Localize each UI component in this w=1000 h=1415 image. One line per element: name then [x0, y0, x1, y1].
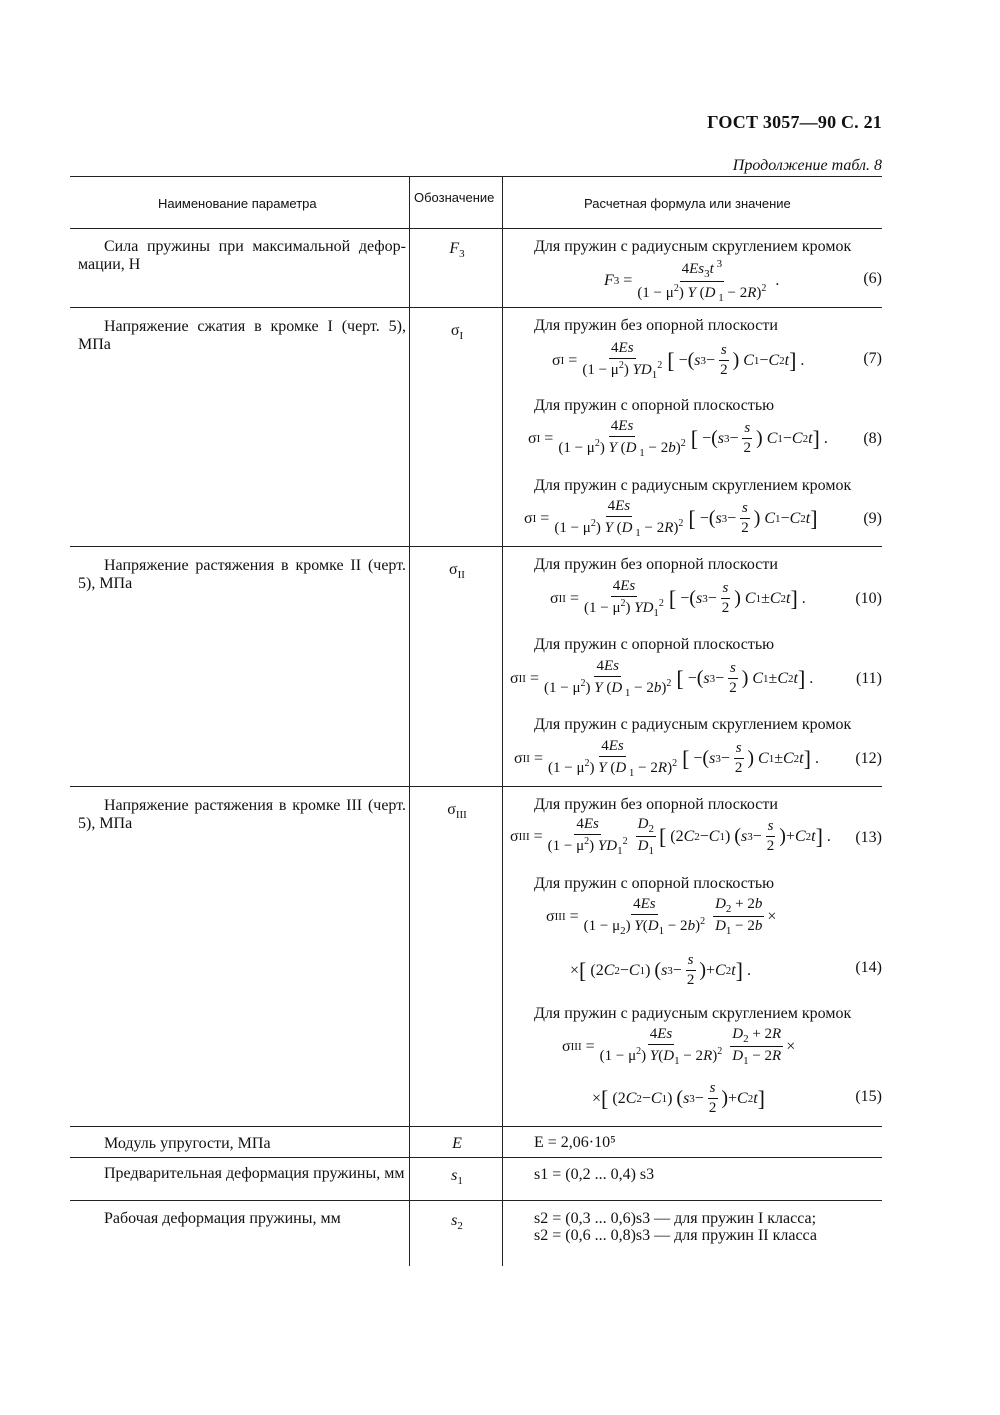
parameter-symbol: $s_2$ [451, 1212, 463, 1233]
value-line: s2 = (0,6 ... 0,8)s3 — для пружин II класса [534, 1227, 817, 1244]
parameter-symbol: $\sigma_{II}$ [449, 561, 465, 582]
parameter-symbol: $\sigma_{III}$ [447, 801, 467, 822]
parameter-symbol: $\sigma_I$ [450, 322, 464, 343]
page-header: ГОСТ 3057—90 С. 21 [707, 112, 882, 132]
formula-11: σ II = $\frac{4Es}{(1 - \mu^2) Y (D _1 - 2b)^2}$ [ − ( s 3 − $\frac{s}{2}$ ) C 1 ± C 2 t ] . [510, 658, 814, 699]
formula-caption: Для пружин без опорной плоскости [534, 317, 778, 334]
row-divider [70, 1157, 882, 1158]
table-top-rule [70, 176, 882, 177]
equation-number: (9) [863, 510, 882, 527]
formula-6: F 3 = $\frac{4Es_3t ^3}{(1 - \mu^2) Y (D _1 - 2R)^2}$ . [604, 258, 780, 304]
formula-caption: Для пружин с опорной плоскостью [534, 397, 775, 414]
formula-9: σ I = $\frac{4Es}{(1 - \mu^2) Y (D _1 - 2R)^2}$ [ − ( s 3 − $\frac{s}{2}$ ) C 1 − C 2 t ] [524, 498, 818, 539]
equation-number: (7) [863, 350, 882, 367]
parameter-value [534, 1210, 817, 1244]
column-header-parameter: Наименование параметра [158, 196, 317, 211]
parameter-value: s1 = (0,2 ... 0,4) s3 [534, 1166, 655, 1183]
row-divider [70, 307, 882, 308]
formula-caption: Для пружин с радиусным скруглением кромок [534, 716, 852, 733]
formula-caption: Для пружин с опорной плоскостью [534, 636, 775, 653]
parameter-name: Напряжение растяжения в кромке II (черт. 5), МПа [78, 557, 406, 592]
formula-10: σ II = $\frac{4Es}{(1 - \mu^2) YD_1^2}$ [ − ( s 3 − $\frac{s}{2}$ ) C 1 ± C 2 t ] . [550, 578, 806, 619]
row-divider [70, 1200, 882, 1201]
column-divider [502, 176, 503, 1266]
equation-number: (10) [855, 590, 882, 607]
equation-number: (12) [855, 750, 882, 767]
formula-15-line1: σ III = $\frac{4Es}{(1 - \mu^2) Y(D_1 - 2R)^2}$ $\frac{D_2 + 2R}{D_1 - 2R}$ × [562, 1026, 796, 1067]
equation-number: (15) [855, 1088, 882, 1105]
parameter-symbol: $F_3$ [449, 240, 465, 261]
value-line: s2 = (0,3 ... 0,6)s3 — для пружин I класса; [534, 1210, 817, 1227]
row-divider [70, 1126, 882, 1127]
parameter-value: E = 2,06·10⁵ [534, 1134, 616, 1151]
formula-14-line1: σ III = $\frac{4Es}{(1 - \mu_2) Y(D_1 - 2b)^2}$ $\frac{D_2 + 2b}{D_1 - 2b}$ × [546, 896, 777, 937]
formula-caption: Для пружин с опорной плоскостью [534, 875, 775, 892]
row-divider [70, 546, 882, 547]
column-divider [409, 176, 410, 1266]
formula-14-line2: × [ (2 C 2 − C 1 ) ( s 3 − $\frac{s}{2}$ ) + C 2 t ] . [570, 952, 751, 988]
parameter-name: Рабочая деформация пружины, мм [104, 1210, 341, 1227]
parameter-symbol: $s_1$ [451, 1167, 463, 1188]
equation-number: (6) [863, 270, 882, 287]
parameter-name: Сила пружины при максимальной деформации, Н [78, 238, 406, 273]
formula-caption: Для пружин с радиусным скруглением кромок [534, 477, 852, 494]
parameter-symbol: E [452, 1135, 462, 1152]
formula-caption: Для пружин без опорной плоскости [534, 556, 778, 573]
formula-8: σ I = $\frac{4Es}{(1 - \mu^2) Y (D _1 - 2b)^2}$ [ − ( s 3 − $\frac{s}{2}$ ) C 1 − C 2 t ] . [528, 418, 828, 459]
column-header-symbol: Обозначение [414, 190, 495, 205]
parameter-name: Предварительная деформация пружины, мм [104, 1165, 405, 1182]
equation-number: (14) [855, 959, 882, 976]
table-continuation-label: Продолжение табл. 8 [732, 157, 882, 174]
formula-15-line2: × [ (2 C 2 − C 1 ) ( s 3 − $\frac{s}{2}$ ) + C 2 t ] [592, 1080, 765, 1116]
formula-12: σ II = $\frac{4Es}{(1 - \mu^2) Y (D _1 - 2R)^2}$ [ − ( s 3 − $\frac{s}{2}$ ) C 1 ± C 2 t ] . [514, 738, 819, 779]
row-divider [70, 786, 882, 787]
equation-number: (11) [855, 670, 882, 687]
equation-number: (13) [855, 829, 882, 846]
formula-13: σ III = $\frac{4Es}{(1 - \mu^2) YD_1^2}$ $\frac{D_2}{D_1}$ [ (2 C 2 − C 1 ) ( s 3 − $\frac{s}{2}$ ) + C 2 t ] . [510, 816, 831, 857]
formula-caption: Для пружин с радиусным скруглением кромок [534, 238, 852, 255]
parameter-name: Модуль упругости, МПа [104, 1135, 271, 1152]
column-header-formula: Расчетная формула или значение [584, 196, 791, 211]
parameter-name: Напряжение сжатия в кромке I (черт. 5), МПа [78, 318, 406, 353]
parameter-name: Напряжение растяжения в кромке III (черт. 5), МПа [78, 797, 406, 832]
formula-caption: Для пружин без опорной плоскости [534, 796, 778, 813]
equation-number: (8) [863, 430, 882, 447]
formula-caption: Для пружин с радиусным скруглением кромок [534, 1005, 852, 1022]
formula-7: σ I = $\frac{4Es}{(1 - \mu^2) YD_1^2}$ [ − ( s 3 − $\frac{s}{2}$ ) C 1 − C 2 t ] . [552, 340, 805, 381]
header-bottom-rule [70, 228, 882, 229]
